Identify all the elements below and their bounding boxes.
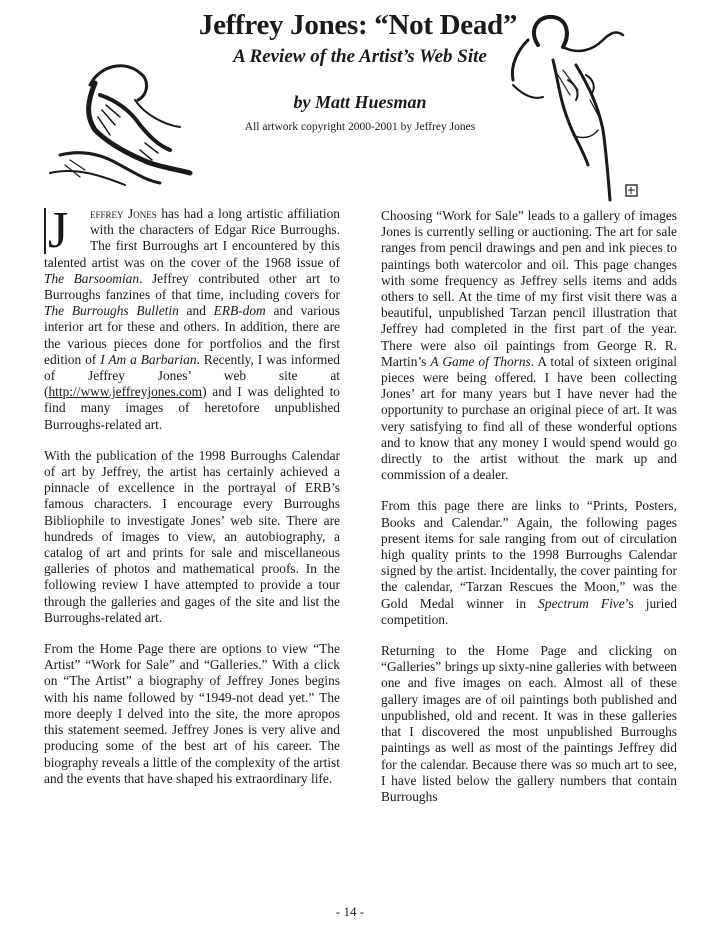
copyright-notice: All artwork copyright 2000-2001 by Jeffrey Jones bbox=[244, 121, 476, 133]
paragraph bbox=[381, 498, 677, 628]
paragraph bbox=[381, 208, 677, 483]
publication-title: Spectrum Five bbox=[538, 595, 625, 611]
text: ) and I was delighted to find many images of heretofore unpublished Burroughs-related art. bbox=[44, 384, 340, 432]
text: . Jeffrey contributed other art to Burroughs fanzines of that time, including covers for bbox=[44, 270, 340, 303]
right-column bbox=[381, 208, 677, 820]
crouching-figure-sketch bbox=[40, 55, 200, 190]
publication-title: ERB-dom bbox=[213, 303, 266, 319]
paragraph: With the publication of the 1998 Burroughs Calendar of art by Jeffrey, the artist has certainly achieved a pinnacle of excellence in the portrayal of ERB’s famous characters. I encourage every Burroughs Bibliophile to investigate Jones’ web site. There are hundreds of images to view, an autobiography, a catalog of art and prints for sale and miscellaneous galleries of photos and mathematical proofs. In the following review I have attempted to provide a tour through the galleries and gages of the site and list the Burroughs-related art. bbox=[44, 447, 340, 625]
text: From this page there are links to “Prints, Posters, Books and Calendar.” Again, the following pages present items for sale ranging from out of circulation high quality prints to the 1998 Burroughs Calendar signed by the artist. Incidentally, the cover painting for the calendar, “Tarzan Rescues the Moon,” was the Gold Medal winner in bbox=[381, 498, 677, 611]
paragraph: Returning to the Home Page and clicking on “Galleries” brings up sixty-nine galleries with between one and five images on each. Almost all of these gallery images are of oil paintings both published and unpublished, old and recent. It was in these galleries that I discovered the most unpublished Burroughs paintings as well as most of the paintings Jeffrey did for the calendar. Because there was so much art to see, I have listed below the gallery numbers that contain Burroughs bbox=[381, 643, 677, 804]
text: and various interior art for these and others. In addition, there are the various pieces done for portfolios and the first edition of bbox=[44, 303, 340, 367]
text: and bbox=[178, 303, 214, 319]
paragraph bbox=[44, 202, 341, 433]
text: . Recently, I was informed of Jeffrey Jones’ web site at ( bbox=[44, 351, 340, 400]
publication-title: I Am a Barbarian bbox=[100, 351, 197, 367]
lead-in: effrey Jones bbox=[90, 206, 157, 221]
page-title: Jeffrey Jones: “Not Dead” bbox=[198, 9, 518, 41]
left-column bbox=[44, 202, 341, 802]
text: has had a long artistic affiliation with the characters of Edgar Rice Burroughs. The first Burroughs art I encountered by this talented artist was on the cover of the 1968 issue of bbox=[44, 206, 341, 270]
publication-title: The Burroughs Bulletin bbox=[44, 303, 179, 319]
drop-cap: J bbox=[44, 208, 86, 254]
publication-title: The Barsoomian bbox=[44, 270, 140, 286]
page-number: - 14 - bbox=[335, 904, 365, 919]
paragraph: From the Home Page there are options to view “The Artist” “Work for Sale” and “Galleries.” With a click on “The Artist” a biography of Jeffrey Jones begins with his name followed by “1949-not dead yet.” The more deeply I delved into the site, the more apropos this statement seemed. Jeffrey Jones is very alive and producing some of the best art of his career. The biography reveals a little of the complexity of the artist and the events that have shaped his extraordinary life. bbox=[44, 641, 340, 786]
text: ’s juried competition. bbox=[381, 595, 677, 627]
text: . A total of sixteen original pieces were being offered. I have been collecting Jones’ art for many years but I have never had the opportunity to purchase an original piece of art. It was very satisfying to find all of these wonderful options and to know that any money I would spend would go directly to the artist without the mark up and commission of a dealer. bbox=[381, 353, 677, 483]
byline: by Matt Huesman bbox=[293, 92, 427, 112]
book-title: A Game of Thorns bbox=[430, 353, 531, 369]
website-link[interactable]: http://www.jeffreyjones.com bbox=[48, 384, 203, 400]
female-figure-sketch bbox=[498, 5, 648, 205]
page-subtitle: A Review of the Artist’s Web Site bbox=[233, 46, 487, 67]
text: Choosing “Work for Sale” leads to a gallery of images Jones is currently selling or auctioning. The art for sale ranges from pencil drawings and pen and ink pieces to paintings both watercolor and oil. This page changes with some frequency as Jeffrey sells items and adds others to sell. At the time of my first visit there was a beautiful, unpublished Tarzan pencil illustration that Jeffrey had completed in the first part of the year. There were also oil paintings from George R. R. Martin’s bbox=[381, 208, 677, 369]
